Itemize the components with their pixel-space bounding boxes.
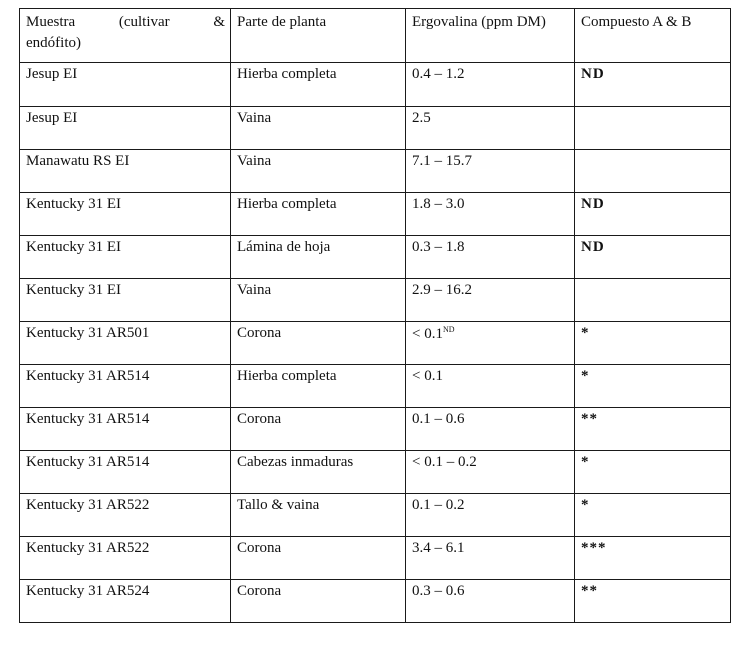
ergovaline-cell-text: 0.3 – 1.8 xyxy=(412,239,465,255)
compound-cell xyxy=(575,580,731,623)
part-cell-text: Hierba completa xyxy=(237,368,337,384)
table-row xyxy=(20,107,731,150)
part-cell-text: Vaina xyxy=(237,282,272,298)
part-cell xyxy=(231,580,406,623)
ergovaline-superscript: ND xyxy=(442,325,455,334)
sample-cell-text: Kentucky 31 AR501 xyxy=(26,325,150,341)
part-cell xyxy=(231,451,406,494)
part-cell-text: Lámina de hoja xyxy=(237,239,331,255)
ergovaline-cell-text: 0.1 – 0.6 xyxy=(412,411,465,427)
ergovaline-cell-text: < 0.1 xyxy=(412,326,443,342)
ergovaline-cell xyxy=(406,107,575,150)
part-cell xyxy=(231,150,406,193)
header-ergovaline: Ergovalina (ppm DM) xyxy=(406,9,575,63)
compound-cell-text: ND xyxy=(581,196,605,212)
compound-cell xyxy=(575,537,731,580)
part-cell-text: Tallo & vaina xyxy=(237,497,320,513)
compound-cell-text: ** xyxy=(581,583,598,599)
sample-cell-text: Kentucky 31 AR514 xyxy=(26,411,150,427)
part-cell-text: Vaina xyxy=(237,110,272,126)
table-row xyxy=(20,322,731,365)
table-row xyxy=(20,494,731,537)
ergovaline-cell xyxy=(406,279,575,322)
compound-cell-text: ND xyxy=(581,239,605,255)
header-sample-line2: endófito) xyxy=(26,35,81,51)
header-sample-line1 xyxy=(26,12,225,33)
ergovaline-cell xyxy=(406,580,575,623)
ergovaline-cell xyxy=(406,451,575,494)
table-row xyxy=(20,408,731,451)
compound-cell xyxy=(575,63,731,107)
table-row xyxy=(20,236,731,279)
table-row xyxy=(20,150,731,193)
ergovaline-cell xyxy=(406,408,575,451)
part-cell-text: Hierba completa xyxy=(237,196,337,212)
sample-cell xyxy=(20,193,231,236)
part-cell-text: Vaina xyxy=(237,153,272,169)
table-body xyxy=(20,63,731,623)
ergovaline-cell-text: 3.4 – 6.1 xyxy=(412,540,465,556)
compound-cell xyxy=(575,279,731,322)
compound-cell-text: ** xyxy=(581,411,598,427)
ergovaline-cell xyxy=(406,322,575,365)
ergovaline-cell-text: < 0.1 xyxy=(412,368,443,384)
part-cell xyxy=(231,537,406,580)
sample-cell-text: Kentucky 31 EI xyxy=(26,239,121,255)
sample-cell xyxy=(20,279,231,322)
ergovaline-cell-text: 0.4 – 1.2 xyxy=(412,66,465,82)
sample-cell xyxy=(20,63,231,107)
part-cell xyxy=(231,365,406,408)
header-sample-word1: Muestra xyxy=(26,14,76,30)
compound-cell xyxy=(575,494,731,537)
table-row xyxy=(20,63,731,107)
sample-cell xyxy=(20,494,231,537)
header-row xyxy=(20,9,731,63)
sample-cell-text: Manawatu RS EI xyxy=(26,153,130,169)
sample-cell-text: Kentucky 31 AR522 xyxy=(26,540,150,556)
ergovaline-cell-text: 0.3 – 0.6 xyxy=(412,583,465,599)
header-compound: Compuesto A & B xyxy=(575,9,731,63)
header-sample-word2: (cultivar xyxy=(118,14,170,30)
part-cell-text: Cabezas inmaduras xyxy=(237,454,354,470)
ergovaline-cell xyxy=(406,193,575,236)
compound-cell xyxy=(575,451,731,494)
part-cell xyxy=(231,322,406,365)
table-row xyxy=(20,365,731,408)
ergovaline-cell-text: 1.8 – 3.0 xyxy=(412,196,465,212)
sample-cell-text: Kentucky 31 AR514 xyxy=(26,454,150,470)
part-cell xyxy=(231,193,406,236)
ergovaline-cell-text: 7.1 – 15.7 xyxy=(412,153,472,169)
sample-cell xyxy=(20,107,231,150)
ergovaline-cell xyxy=(406,236,575,279)
ergovaline-cell-text: 0.1 – 0.2 xyxy=(412,497,465,513)
part-cell-text: Corona xyxy=(237,411,282,427)
header-sample xyxy=(20,9,231,63)
compound-cell-text: ND xyxy=(581,66,605,82)
part-cell-text: Corona xyxy=(237,583,282,599)
sample-cell xyxy=(20,537,231,580)
part-cell xyxy=(231,408,406,451)
compound-cell xyxy=(575,408,731,451)
ergovaline-cell-text: < 0.1 – 0.2 xyxy=(412,454,477,470)
ergovaline-cell xyxy=(406,365,575,408)
ergovaline-cell-text: 2.9 – 16.2 xyxy=(412,282,472,298)
sample-cell-text: Kentucky 31 AR514 xyxy=(26,368,150,384)
table-row xyxy=(20,580,731,623)
compound-cell-text: * xyxy=(581,497,590,513)
sample-cell xyxy=(20,150,231,193)
table-row xyxy=(20,451,731,494)
part-cell-text: Corona xyxy=(237,325,282,341)
compound-cell-text: * xyxy=(581,368,590,384)
part-cell xyxy=(231,63,406,107)
part-cell xyxy=(231,107,406,150)
ergovaline-cell xyxy=(406,494,575,537)
sample-cell xyxy=(20,408,231,451)
sample-cell xyxy=(20,365,231,408)
sample-cell-text: Kentucky 31 EI xyxy=(26,282,121,298)
part-cell-text: Hierba completa xyxy=(237,66,337,82)
ergovaline-cell-text: 2.5 xyxy=(412,110,431,126)
compound-cell-text: * xyxy=(581,325,590,341)
sample-cell xyxy=(20,322,231,365)
compound-cell-text: *** xyxy=(581,540,607,556)
sample-cell-text: Jesup EI xyxy=(26,110,78,126)
compound-cell xyxy=(575,150,731,193)
compound-cell xyxy=(575,107,731,150)
compound-cell-text: * xyxy=(581,454,590,470)
ergovaline-cell xyxy=(406,63,575,107)
compound-cell xyxy=(575,322,731,365)
sample-cell xyxy=(20,451,231,494)
sample-cell-text: Kentucky 31 EI xyxy=(26,196,121,212)
table-row xyxy=(20,537,731,580)
compound-cell xyxy=(575,193,731,236)
part-cell-text: Corona xyxy=(237,540,282,556)
sample-cell-text: Kentucky 31 AR524 xyxy=(26,583,150,599)
table-row xyxy=(20,193,731,236)
compound-cell xyxy=(575,236,731,279)
ergovaline-cell xyxy=(406,537,575,580)
sample-cell-text: Kentucky 31 AR522 xyxy=(26,497,150,513)
sample-cell-text: Jesup EI xyxy=(26,66,78,82)
compound-cell xyxy=(575,365,731,408)
part-cell xyxy=(231,279,406,322)
header-part: Parte de planta xyxy=(231,9,406,63)
sample-cell xyxy=(20,580,231,623)
ergovaline-table xyxy=(19,8,731,623)
table-row xyxy=(20,279,731,322)
part-cell xyxy=(231,494,406,537)
ergovaline-cell xyxy=(406,150,575,193)
header-sample-word3: & xyxy=(213,14,225,30)
part-cell xyxy=(231,236,406,279)
sample-cell xyxy=(20,236,231,279)
